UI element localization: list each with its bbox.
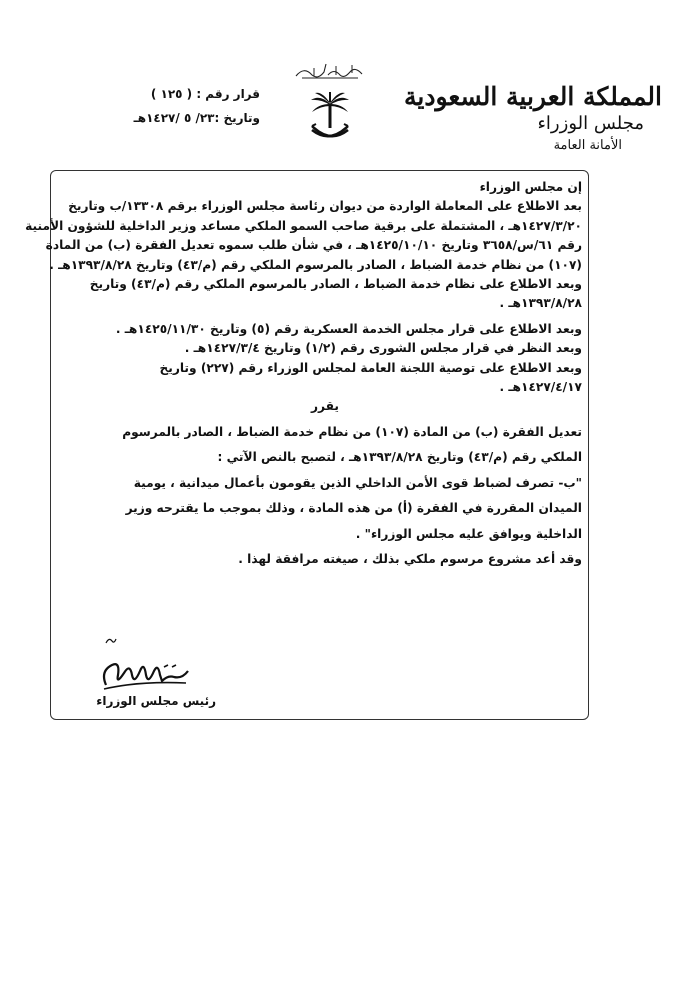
body-line: إن مجلس الوزراء xyxy=(479,180,582,194)
body-line: الداخلية ويوافق عليه مجلس الوزراء" . xyxy=(355,526,582,541)
decision-reference xyxy=(90,82,260,130)
body-line: الملكي رقم (م/٤٣) وتاريخ ١٣٩٣/٨/٢٨هـ ، لتصبح بالنص الآتي : xyxy=(217,450,582,465)
body-line: ١٣٩٣/٨/٢٨هـ . xyxy=(499,296,582,311)
kingdom-name: المملكة العربية السعودية xyxy=(403,82,662,111)
body-line: ١٤٢٧/٤/١٧هـ . xyxy=(499,380,582,395)
decision-date: وتاريخ :٢٣/ ٥ /١٤٢٧هـ xyxy=(133,111,260,125)
body-line: "ب- تصرف لضباط قوى الأمن الداخلي الذين يقومون بأعمال ميدانية ، يومية xyxy=(133,475,582,490)
body-line: تعديل الفقرة (ب) من المادة (١٠٧) من نظام خدمة الضباط ، الصادر بالمرسوم xyxy=(122,424,582,439)
body-line: الميدان المقررة في الفقرة (أ) من هذه المادة ، وذلك بموجب ما يقترحه وزير xyxy=(125,501,582,516)
handwritten-signature xyxy=(98,645,194,693)
body-line: وبعد الاطلاع على قرار مجلس الخدمة العسكرية رقم (٥) وتاريخ ١٤٢٥/١١/٣٠هـ . xyxy=(115,321,582,336)
resolution-heading: يقرر xyxy=(311,399,339,414)
signatory-title: رئيس مجلس الوزراء xyxy=(96,694,216,708)
saudi-emblem-icon xyxy=(308,90,352,148)
body-line: بعد الاطلاع على المعاملة الواردة من ديوان رئاسة مجلس الوزراء برقم ١٣٣٠٨/ب وتاريخ xyxy=(68,199,582,214)
basmala-calligraphy xyxy=(292,60,368,82)
body-line: وبعد الاطلاع على نظام خدمة الضباط ، الصادر بالمرسوم الملكي رقم (م/٤٣) وتاريخ xyxy=(89,277,582,292)
letterhead-organization xyxy=(403,82,662,156)
body-line: رقم ٦١/س/٣٦٥٨ وتاريخ ١٤٢٥/١٠/١٠هـ ، في شأن طلب سموه تعديل الفقرة (ب) من المادة xyxy=(45,238,582,253)
council-name: مجلس الوزراء xyxy=(537,113,644,134)
body-line: ١٤٢٧/٣/٢٠هـ ، المشتملة على برقية صاحب السمو الملكي مساعد وزير الداخلية للشؤون الأمنية xyxy=(25,218,582,233)
decision-number: قرار رقم : ( ١٢٥ ) xyxy=(150,87,260,101)
body-line: وبعد النظر في قرار مجلس الشورى رقم (١/٢) وتاريخ ١٤٢٧/٣/٤هـ . xyxy=(184,341,582,356)
decision-body-text xyxy=(25,178,582,569)
secretariat-name: الأمانة العامة xyxy=(553,138,622,153)
body-line: (١٠٧) من نظام خدمة الضباط ، الصادر بالمرسوم الملكي رقم (م/٤٣) وتاريخ ١٣٩٣/٨/٢٨هـ . xyxy=(49,257,582,272)
body-line: وقد أعد مشروع مرسوم ملكي بذلك ، صيغته مرافقة لهذا . xyxy=(238,551,582,566)
body-line: وبعد الاطلاع على توصية اللجنة العامة لمجلس الوزراء رقم (٢٢٧) وتاريخ xyxy=(159,360,582,375)
